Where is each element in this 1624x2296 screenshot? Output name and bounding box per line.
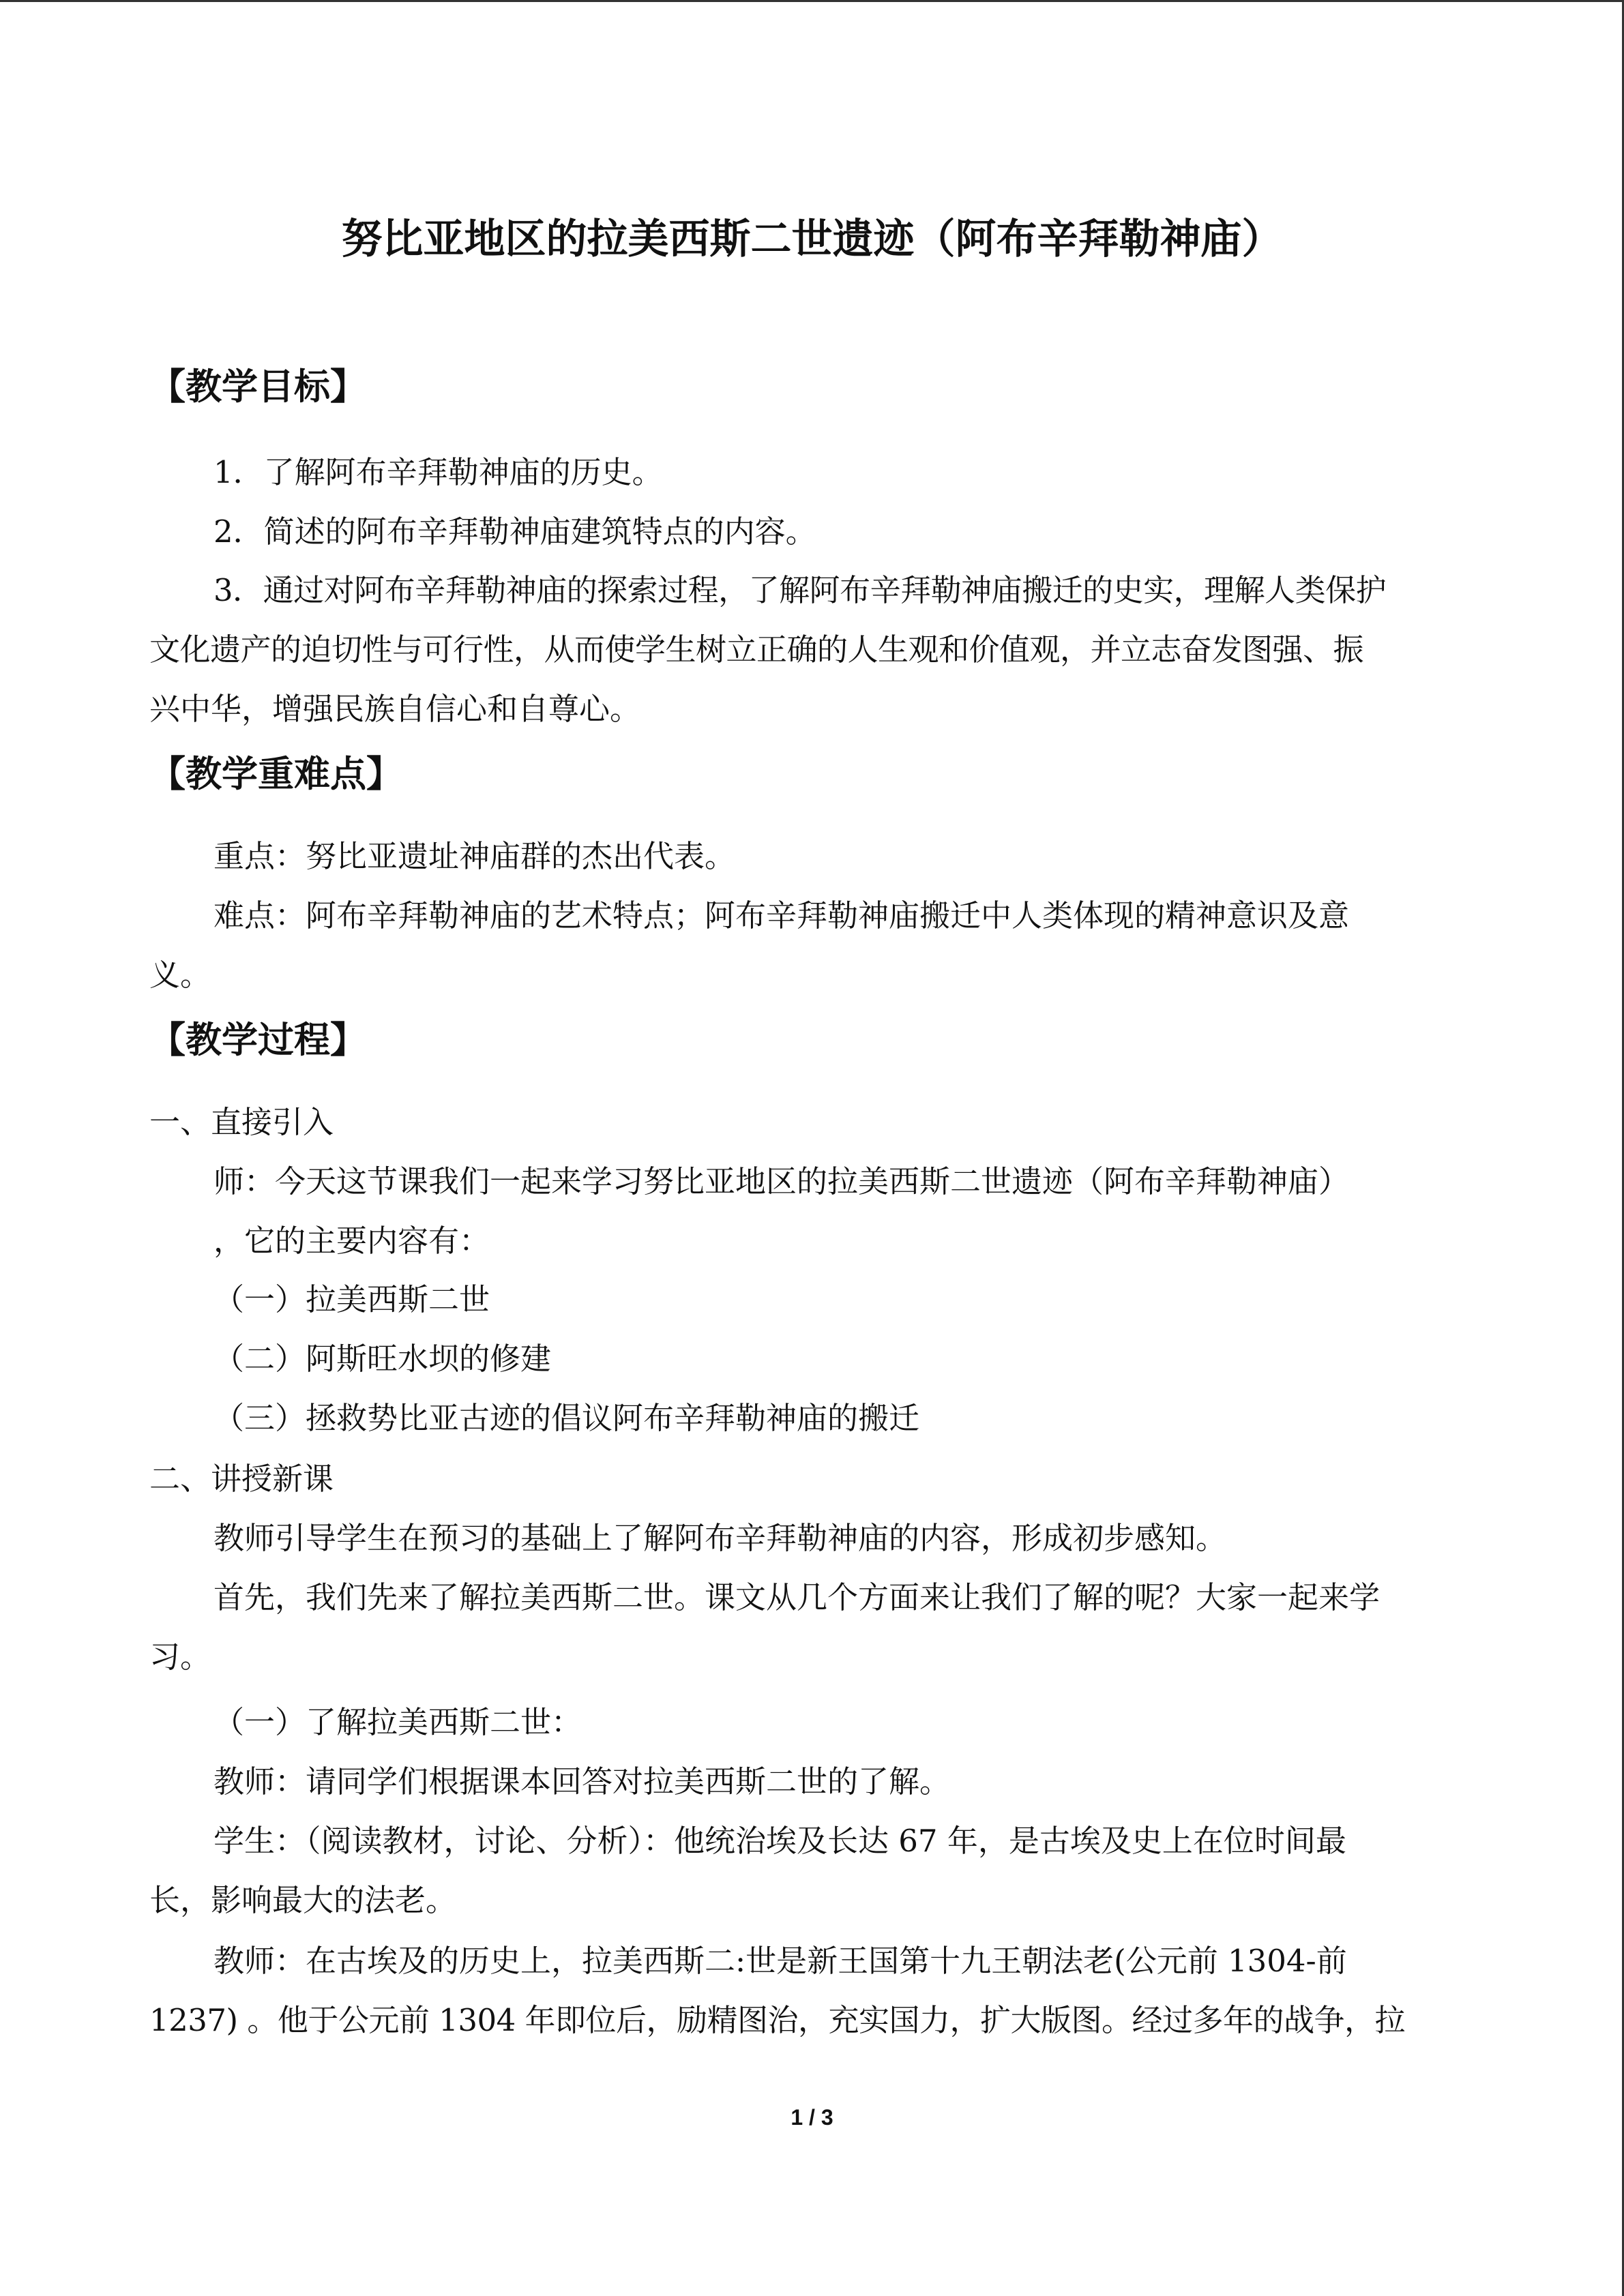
new-lesson-first-line-2: 习。 bbox=[149, 1639, 211, 1675]
new-lesson-first-line-1: 首先，我们先来了解拉美西斯二世。课文从几个方面来让我们了解的呢？大家一起来学 bbox=[213, 1579, 1381, 1615]
teacher-explanation-line-2: 1237) 。他于公元前 1304 年即位后，励精图治，充实国力，扩大版图。经过多年的战争，拉 bbox=[149, 2002, 1406, 2038]
intro-topic-2: （二）阿斯旺水坝的修建 bbox=[213, 1341, 552, 1377]
difficulty-line-2: 义。 bbox=[149, 957, 211, 993]
student-answer-line-1: 学生：（阅读教材，讨论、分析）：他统治埃及长达 67 年，是古埃及史上在位时间最 bbox=[213, 1823, 1346, 1859]
difficulty-line-1: 难点：阿布辛拜勒神庙的艺术特点；阿布辛拜勒神庙搬迁中人类体现的精神意识及意 bbox=[213, 897, 1350, 934]
new-lesson-title: 二、讲授新课 bbox=[149, 1461, 334, 1497]
new-lesson-sub-heading: （一）了解拉美西斯二世： bbox=[213, 1704, 582, 1740]
page-number: 1 / 3 bbox=[791, 2105, 833, 2130]
intro-teacher-line-1: 师：今天这节课我们一起来学习努比亚地区的拉美西斯二世遗迹（阿布辛拜勒神庙） bbox=[213, 1163, 1350, 1199]
new-lesson-guide: 教师引导学生在预习的基础上了解阿布辛拜勒神庙的内容，形成初步感知。 bbox=[213, 1520, 1227, 1556]
teacher-explanation-line-1: 教师：在古埃及的历史上，拉美西斯二:世是新王国第十九王朝法老(公元前 1304-前 bbox=[213, 1943, 1347, 1979]
objective-item-3-line-2: 文化遗产的迫切性与可行性，从而使学生树立正确的人生观和价值观，并立志奋发图强、振 bbox=[149, 631, 1364, 668]
student-answer-line-2: 长，影响最大的法老。 bbox=[149, 1882, 457, 1918]
objectives-heading: 【教学目标】 bbox=[149, 366, 366, 408]
key-points-heading: 【教学重难点】 bbox=[149, 754, 402, 795]
objective-item-3-line-3: 兴中华，增强民族自信心和自尊心。 bbox=[149, 691, 641, 727]
intro-teacher-line-2: ，它的主要内容有： bbox=[213, 1223, 490, 1259]
objective-item-2: 2．简述的阿布辛拜勒神庙建筑特点的内容。 bbox=[213, 513, 816, 550]
objective-item-1: 1．了解阿布辛拜勒神庙的历史。 bbox=[213, 454, 663, 490]
intro-title: 一、直接引入 bbox=[149, 1104, 334, 1140]
intro-topic-3: （三）拯救势比亚古迹的倡议阿布辛拜勒神庙的搬迁 bbox=[213, 1400, 920, 1436]
objective-item-3-line-1: 3．通过对阿布辛拜勒神庙的探索过程，了解阿布辛拜勒神庙搬迁的史实，理解人类保护 bbox=[213, 572, 1387, 608]
document-title: 努比亚地区的拉美西斯二世遗迹（阿布辛拜勒神庙） bbox=[341, 215, 1283, 263]
process-heading: 【教学过程】 bbox=[149, 1019, 366, 1061]
teacher-question: 教师：请同学们根据课本回答对拉美西斯二世的了解。 bbox=[213, 1763, 951, 1800]
focus-point: 重点：努比亚遗址神庙群的杰出代表。 bbox=[213, 838, 736, 874]
intro-topic-1: （一）拉美西斯二世 bbox=[213, 1281, 490, 1317]
